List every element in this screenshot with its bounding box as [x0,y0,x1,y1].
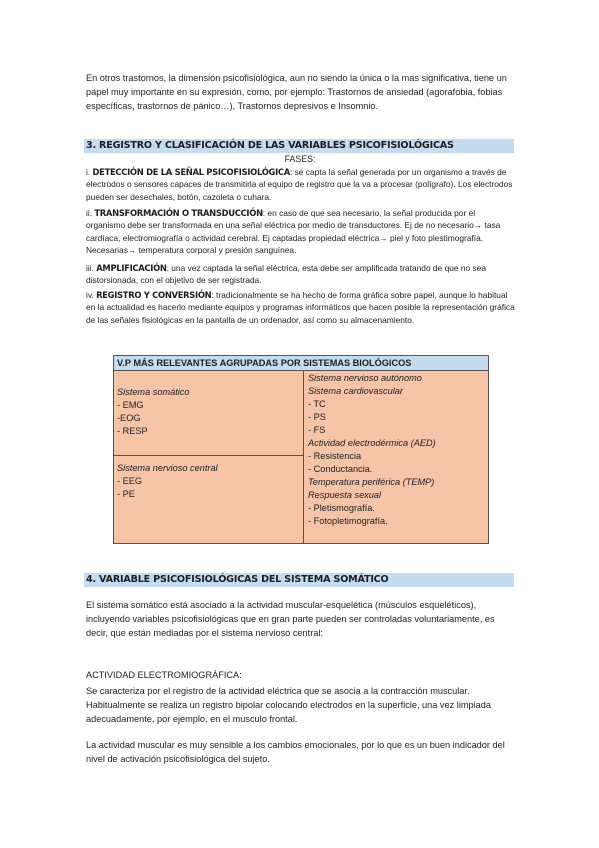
table-column-divider [303,371,304,543]
somatic-item: - RESP [117,426,148,436]
table-row-divider [114,455,303,456]
biological-systems-table [113,355,489,544]
somatic-title: Sistema somático [117,387,190,397]
cns-item: - PE [117,489,135,499]
right-cell-line: Respuesta sexual [308,490,382,500]
phase-4-title: REGISTRO Y CONVERSIÓN [96,290,212,300]
emg-paragraph-2: La actividad muscular es muy sensible a los cambios emocionales, por lo que es un buen indicador del nivel de activación psicofisiológica del sujeto. [86,740,505,764]
phase-2-title: TRANSFORMACIÓN O TRANSDUCCIÓN [94,208,263,218]
phase-3-prefix: iii. [86,263,97,273]
phase-4-text: : tradicionalmente se ha hecho de forma gráfica sobre papel, aunque lo habitual en la actualidad es hacerlo mediante equipos y programas informáticos que hacen posible la representación gráfica de las señales fisiológicas en la pantalla de un ordenador, así como su almacenamiento. [86,290,515,325]
phase-3-title: AMPLIFICACIÓN [96,263,167,273]
section-4-intro: El sistema somático está asociado a la actividad muscular-esquelética (músculos esqueléticos), incluyendo variables psicofisiológicas que en gran parte pueden ser controladas voluntariamente, es decir, que están mediadas por el sistema nervioso central: [86,600,495,638]
cell-central-nervous-system [117,462,218,501]
intro-paragraph: En otros trastornos, la dimensión psicofisiológica, aun no siendo la única o la mas significativa, tiene un papel muy importante en su expresión, como, por ejemplo: Trastornos de ansiedad (agorafobia, fobias específicas, trastornos de pánico…), Trastornos depresivos e Insomnio. [86,73,507,111]
emg-paragraph-1: Se caracteriza por el registro de la actividad eléctrica que se asocia a la contracción muscular. Habitualmente se realiza un registro bipolar colocando electrodos en la superficie, una vez limpiada adecuadamente, por ejemplo, en el musculo frontal. [86,686,491,724]
cns-title: Sistema nervioso central [117,463,218,473]
emg-subheading: ACTIVIDAD ELECTROMIOGRÁFICA: [86,670,242,680]
somatic-item: - EMG [117,400,144,410]
phase-3-text: : una vez captada la señal eléctrica, esta debe ser amplificada tratando de que no sea distorsionada, con el objetivo de ser registrada. [86,263,487,286]
somatic-item: -EOG [117,413,141,423]
right-cell-line: - FS [308,425,326,435]
section-3-heading: 3. REGISTRO Y CLASIFICACIÓN DE LAS VARIABLES PSICOFISIOLÓGICAS [84,139,514,153]
section-4-heading: 4. VARIABLE PSICOFISIOLÓGICAS DEL SISTEMA SOMÁTICO [84,573,514,587]
phase-2-prefix: ii. [86,208,95,218]
cell-autonomic-system [308,372,436,528]
right-cell-line: Temperatura periférica (TEMP) [308,477,435,487]
cell-somatic-system [117,386,190,438]
right-cell-line: - Conductancia. [308,464,373,474]
right-cell-line: Sistema nervioso autónomo [308,373,422,383]
phase-2 [86,207,516,257]
phase-1-prefix: i. [86,167,93,177]
right-cell-line: - TC [308,399,326,409]
right-cell-line: - Pletismografía. [308,503,375,513]
phase-1-text: : se capta la señal generada por un organismo a través de electrodos o sensores capaces de transmitirla al equipo de registro que la va a procesar (polígrafo). Los electrodos pueden ser desechales, botón, cazoleta o cuhara. [86,167,513,202]
phase-4 [86,289,516,326]
right-cell-line: - PS [308,412,326,422]
right-cell-line: Actividad electrodérmica (AED) [308,438,436,448]
right-cell-line: - Resistencia [308,451,362,461]
right-cell-line: - Fotopletimografía. [308,516,388,526]
phase-1-title: DETECCIÓN DE LA SEÑAL PSICOFISIOLÓGICA [92,167,290,177]
fases-label: FASES: [284,154,316,164]
right-cell-line: Sistema cardiovascular [308,386,403,396]
phase-1 [86,166,516,203]
table-header: V.P MÁS RELEVANTES AGRUPADAS POR SISTEMAS BIOLÓGICOS [114,356,488,371]
phase-2-text: : en caso de que sea necesario, la señal producida por el organismo debe ser transformada en una señal eléctrica por medio de transductores. Ej de no necesario→ tasa cardíaca, electromiografía o actividad cerebral. Ej captadas propiedad eléctrica→ piel y foto plestimografía. Necesarias→ temperatura corporal y presión sanguínea. [86,208,501,256]
phase-4-prefix: iv. [86,290,97,300]
cns-item: - EEG [117,476,143,486]
phase-3 [86,262,516,287]
